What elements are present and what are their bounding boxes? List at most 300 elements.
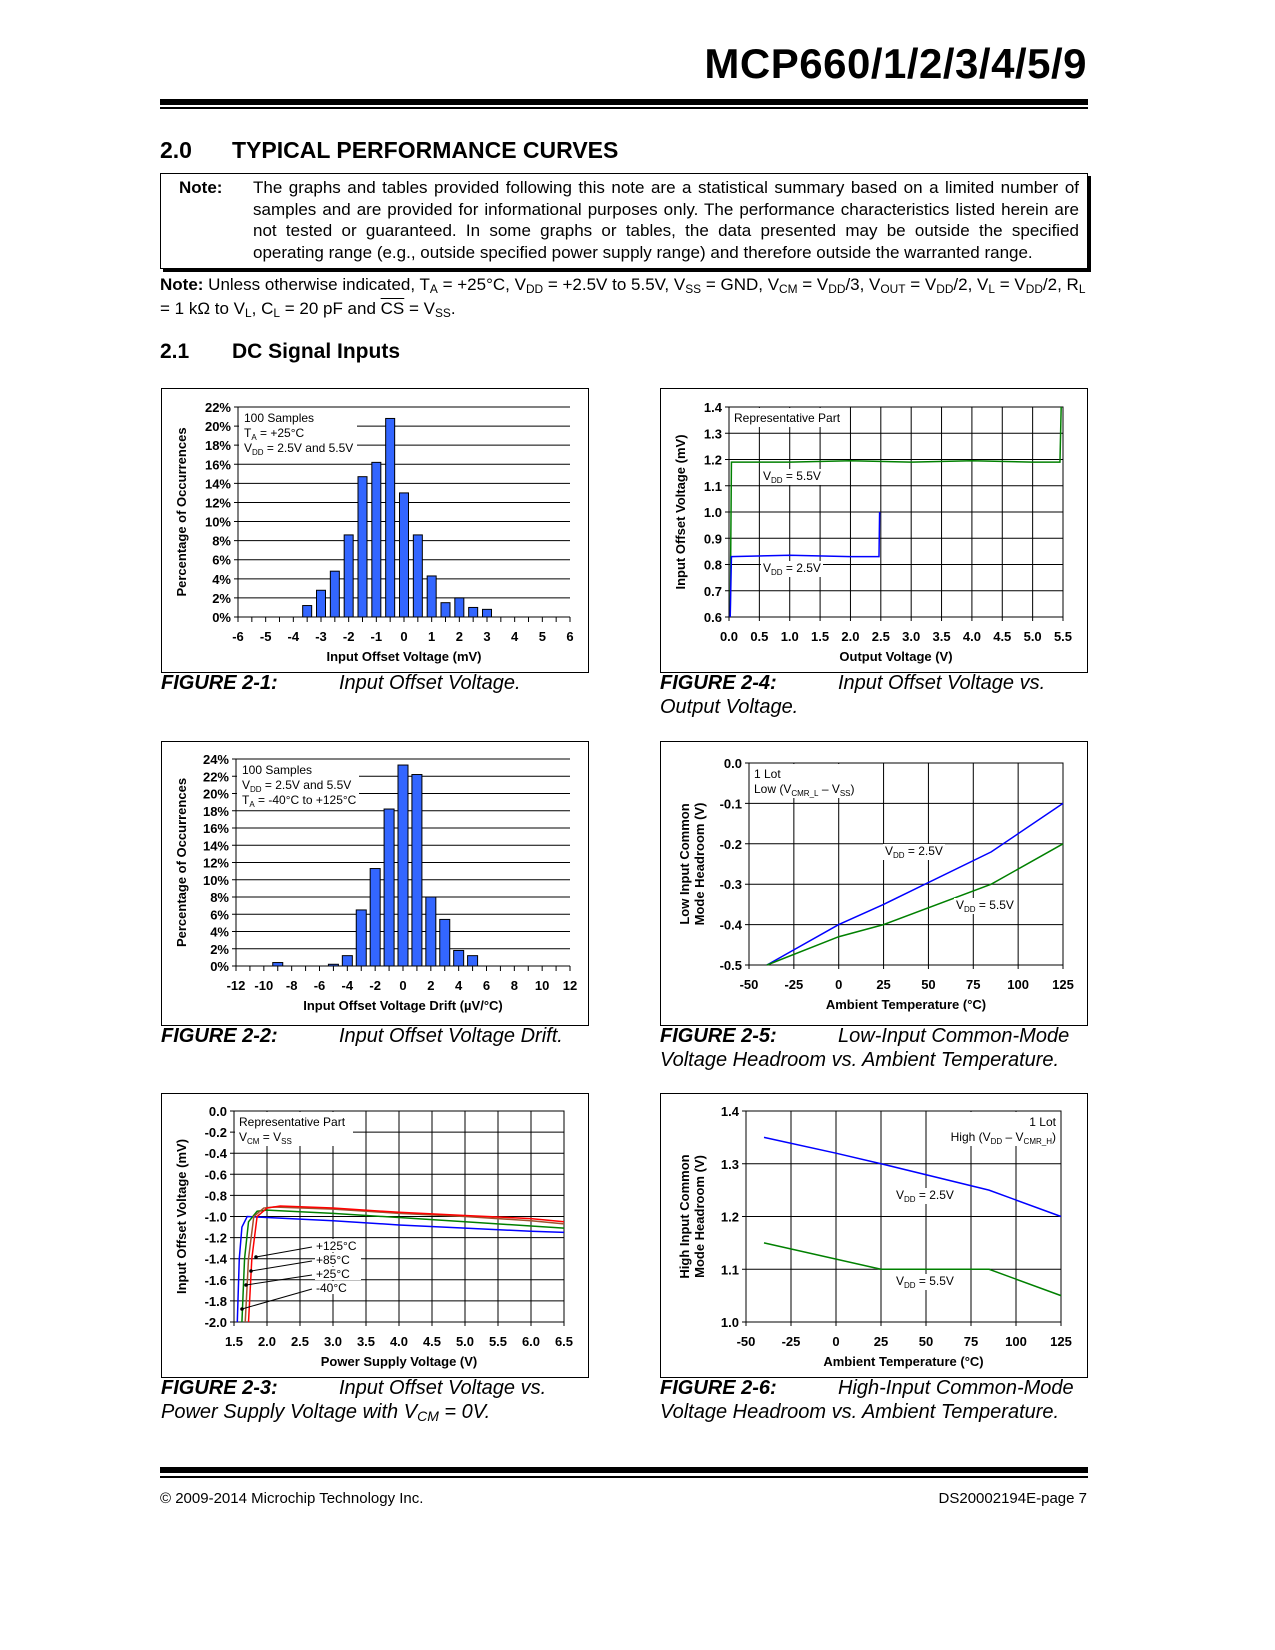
y-tick-label: 20% xyxy=(202,786,229,802)
text-segment: V xyxy=(885,844,894,858)
x-tick-label: 3.5 xyxy=(356,1334,376,1349)
y-tick-label: -0.5 xyxy=(719,958,742,973)
histogram-bar xyxy=(303,606,312,617)
x-axis-label: Power Supply Voltage (V) xyxy=(320,1354,478,1369)
arrow-head xyxy=(240,1307,244,1311)
histogram-bar xyxy=(468,956,478,966)
y-tick-label: 1.4 xyxy=(703,400,722,415)
text-segment: – V xyxy=(1002,1130,1024,1144)
x-tick-label: 3.5 xyxy=(932,629,951,644)
y-tick-label: 24% xyxy=(202,752,229,767)
text-segment: 100 Samples xyxy=(242,763,313,777)
histogram-bar xyxy=(441,603,450,617)
figure-label: FIGURE 2-6: xyxy=(660,1377,777,1399)
text-segment: 1 Lot xyxy=(754,767,781,781)
histogram-bar xyxy=(342,956,352,966)
x-tick-label: 2 xyxy=(427,978,435,993)
x-tick-label: 50 xyxy=(921,977,936,992)
conditions-label: Note: xyxy=(160,275,204,294)
figure-title xyxy=(339,672,521,694)
x-tick-label: 1.0 xyxy=(780,629,799,644)
subscript: SS xyxy=(281,1137,292,1146)
histogram-bar xyxy=(455,598,464,617)
histogram-bar xyxy=(328,964,338,966)
subscript: CM xyxy=(247,1137,260,1146)
text-segment: Representative Part xyxy=(734,411,841,425)
y-tick-label: 0.9 xyxy=(703,531,722,547)
subscript: DD xyxy=(936,282,954,296)
x-tick-label: 25 xyxy=(876,977,891,992)
y-tick-label: 1.2 xyxy=(720,1209,739,1225)
y-tick-label: 1.1 xyxy=(703,478,722,494)
x-tick-label: -5 xyxy=(259,629,272,644)
figure-label: FIGURE 2-4: xyxy=(660,672,777,694)
text-segment: = 0V. xyxy=(438,1401,491,1423)
text-segment: Input Offset Voltage vs. Output Voltage. xyxy=(660,672,1046,718)
arrow-head xyxy=(254,1255,258,1259)
x-tick-label: 0 xyxy=(832,1334,840,1349)
text-segment: ) xyxy=(1052,1130,1056,1144)
figure-2-2-caption xyxy=(161,1024,601,1048)
x-tick-label: 75 xyxy=(966,977,981,992)
x-tick-label: 100 xyxy=(1007,977,1029,992)
figure-label: FIGURE 2-3: xyxy=(161,1377,278,1399)
x-tick-label: 1.5 xyxy=(224,1334,244,1349)
x-tick-label: 5.0 xyxy=(455,1334,475,1349)
text-segment: $\overline{CS}$ xyxy=(380,299,405,318)
label-arrow xyxy=(242,1289,312,1309)
subscript: DD xyxy=(904,1195,916,1204)
text-segment: = +25°C xyxy=(256,426,305,440)
subscript: OUT xyxy=(880,282,906,296)
text-segment: Low-Input Common-Mode Voltage Headroom vs. Ambient Temperature. xyxy=(660,1025,1070,1071)
figure-title xyxy=(339,1025,563,1047)
text-segment: Low (V xyxy=(754,782,792,796)
y-tick-label: -0.8 xyxy=(204,1188,227,1204)
subscript: L xyxy=(245,306,252,320)
x-tick-label: 0 xyxy=(835,977,843,992)
x-tick-label: 1.5 xyxy=(811,629,830,644)
subscript: DD xyxy=(252,448,264,457)
subscript: DD xyxy=(525,282,544,296)
y-tick-label: 10% xyxy=(204,514,231,530)
y-tick-label: 6% xyxy=(210,907,229,923)
subscript: DD xyxy=(250,785,262,794)
y-tick-label: -1.6 xyxy=(204,1272,227,1288)
text-segment: V xyxy=(896,1274,905,1288)
y-tick-label: 1.2 xyxy=(703,452,722,468)
subscript: CMR_L xyxy=(791,789,819,798)
subscript: DD xyxy=(904,1281,916,1290)
y-tick-label: 4% xyxy=(212,571,231,587)
series-line xyxy=(237,1217,564,1323)
y-tick-label: 16% xyxy=(204,457,231,473)
x-tick-label: 25 xyxy=(873,1334,889,1349)
figure-label: FIGURE 2-2: xyxy=(161,1025,278,1047)
text-segment: = 5.5V xyxy=(915,1274,954,1288)
x-tick-label: 0.5 xyxy=(750,629,769,644)
subscript: DD xyxy=(893,851,905,860)
text-segment: /2, V xyxy=(953,275,989,294)
x-axis-label: Ambient Temperature (°C) xyxy=(823,1354,984,1369)
x-axis-label: Input Offset Voltage (mV) xyxy=(326,649,482,664)
text-segment: T xyxy=(244,426,252,440)
series-label: +85°C xyxy=(316,1253,350,1267)
x-tick-label: 2.0 xyxy=(257,1334,277,1349)
chart-svg xyxy=(162,389,588,672)
text-segment: Unless otherwise indicated, T xyxy=(203,275,430,294)
series-label: -40°C xyxy=(316,1281,347,1295)
subscript: CMR_H xyxy=(1023,1137,1052,1146)
subscript: DD xyxy=(771,476,783,485)
y-tick-label: 6% xyxy=(212,552,231,568)
x-tick-label: 3 xyxy=(483,629,491,644)
histogram-bar xyxy=(317,590,326,617)
text-segment: = V xyxy=(404,299,435,318)
x-tick-label: 5.5 xyxy=(1053,629,1073,644)
y-tick-label: -1.0 xyxy=(204,1209,227,1225)
y-tick-label: 1.1 xyxy=(720,1262,739,1278)
y-tick-label: -0.2 xyxy=(719,836,742,852)
document-title: MCP660/1/2/3/4/5/9 xyxy=(704,40,1087,87)
histogram-bar xyxy=(427,576,436,617)
subscript: CM xyxy=(779,282,798,296)
subscript: DD xyxy=(771,568,783,577)
text-segment: V xyxy=(896,1188,905,1202)
subscript: CM xyxy=(417,1408,439,1424)
text-segment: = 5.5V xyxy=(975,898,1014,912)
chart-svg xyxy=(661,742,1087,1025)
text-segment: = V xyxy=(797,275,829,294)
text-segment: V xyxy=(956,898,965,912)
y-tick-label: -1.4 xyxy=(204,1251,227,1267)
text-segment: . xyxy=(450,299,456,318)
x-tick-label: -50 xyxy=(739,977,759,992)
x-tick-label: 2.5 xyxy=(871,629,890,644)
chart-annotation xyxy=(754,767,781,781)
subsection-heading xyxy=(160,340,400,364)
y-tick-label: 0.7 xyxy=(703,583,722,599)
y-tick-label: 0.0 xyxy=(723,756,742,771)
x-tick-label: 4.0 xyxy=(389,1334,409,1349)
text-segment: V xyxy=(763,561,772,575)
y-tick-label: -0.1 xyxy=(719,796,742,812)
text-segment: High (V xyxy=(950,1130,991,1144)
y-tick-label: 8% xyxy=(212,533,231,549)
histogram-bar xyxy=(370,869,380,966)
conditions-text xyxy=(160,275,1085,318)
figure-2-3-caption xyxy=(161,1376,601,1424)
text-segment: V xyxy=(244,441,253,455)
x-tick-label: 2.5 xyxy=(290,1334,310,1349)
subscript: A xyxy=(429,282,438,296)
subscript: SS xyxy=(839,789,851,798)
copyright: © 2009-2014 Microchip Technology Inc. xyxy=(160,1490,424,1507)
note-label: Note: xyxy=(179,178,223,197)
figure-2-5-chart xyxy=(660,741,1088,1026)
x-tick-label: -50 xyxy=(736,1334,756,1349)
text-segment: = +25°C, V xyxy=(437,275,526,294)
series-label: +25°C xyxy=(316,1267,350,1281)
y-tick-label: 10% xyxy=(202,872,229,888)
x-tick-label: -2 xyxy=(342,629,355,644)
page-number: DS20002194E-page 7 xyxy=(938,1490,1087,1507)
x-tick-label: -25 xyxy=(781,1334,801,1349)
chart-svg xyxy=(162,1094,588,1377)
arrow-head xyxy=(249,1269,253,1273)
y-tick-label: -2.0 xyxy=(204,1315,227,1330)
text-segment: High-Input Common-Mode Voltage Headroom vs. Ambient Temperature. xyxy=(660,1377,1074,1423)
x-tick-label: 125 xyxy=(1052,977,1074,992)
x-tick-label: 6.0 xyxy=(521,1334,541,1349)
x-tick-label: 5 xyxy=(538,629,546,644)
y-tick-label: 1.4 xyxy=(720,1104,739,1119)
series-line xyxy=(242,1210,564,1322)
y-tick-label: 20% xyxy=(204,419,231,435)
figure-2-6-caption xyxy=(660,1376,1100,1424)
histogram-bar xyxy=(330,571,339,617)
figure-2-2-chart xyxy=(161,741,589,1026)
x-tick-label: 10 xyxy=(534,978,550,993)
arrow-head xyxy=(244,1283,248,1287)
x-tick-label: 6 xyxy=(566,629,574,644)
y-tick-label: 8% xyxy=(210,890,229,905)
header-rule xyxy=(160,99,1088,105)
x-tick-label: -25 xyxy=(784,977,804,992)
text-segment: Input Offset Voltage. xyxy=(339,672,521,694)
text-segment: V xyxy=(763,469,772,483)
y-tick-label: 1.3 xyxy=(703,426,722,442)
y-tick-label: 14% xyxy=(202,838,229,854)
chart-annotation xyxy=(734,411,841,425)
y-axis-label: Mode Headroom (V) xyxy=(692,1155,707,1278)
y-tick-label: 1.0 xyxy=(720,1315,739,1330)
y-axis-label: Mode Headroom (V) xyxy=(692,802,707,926)
y-tick-label: 18% xyxy=(202,803,229,819)
y-tick-label: 0.0 xyxy=(208,1104,227,1119)
histogram-bar xyxy=(413,535,422,617)
x-tick-label: 5.0 xyxy=(1023,629,1042,644)
x-tick-label: -12 xyxy=(226,978,246,993)
subscript: L xyxy=(988,282,996,296)
y-axis-label: Low Input Common xyxy=(677,803,692,925)
y-tick-label: 22% xyxy=(202,769,229,785)
x-axis-label: Input Offset Voltage Drift (µV/°C) xyxy=(303,998,503,1013)
x-tick-label: -8 xyxy=(285,978,298,993)
text-segment: Input Offset Voltage vs. Power Supply Voltage with V xyxy=(161,1377,547,1423)
header-rule-thin xyxy=(160,107,1088,109)
x-tick-label: 12 xyxy=(562,978,578,993)
histogram-bar xyxy=(483,609,492,617)
x-tick-label: 50 xyxy=(918,1334,934,1349)
subscript: A xyxy=(251,433,257,442)
chart-svg xyxy=(162,742,588,1025)
x-tick-label: 5.5 xyxy=(488,1334,508,1349)
histogram-bar xyxy=(400,493,409,617)
y-tick-label: 0.6 xyxy=(703,610,722,625)
section-heading xyxy=(160,137,618,164)
x-tick-label: 6.5 xyxy=(554,1334,574,1349)
chart-annotation xyxy=(242,793,357,809)
histogram-bar xyxy=(273,963,283,966)
x-tick-label: -1 xyxy=(370,629,383,644)
x-tick-label: 0 xyxy=(400,629,408,644)
text-segment: = 2.5V xyxy=(904,844,943,858)
figure-2-5-caption xyxy=(660,1024,1100,1072)
histogram-bar xyxy=(469,607,478,617)
y-tick-label: 22% xyxy=(204,400,231,415)
chart-svg xyxy=(661,1094,1087,1377)
subscript: DD xyxy=(1025,282,1043,296)
x-axis-label: Ambient Temperature (°C) xyxy=(825,997,987,1012)
histogram-bar xyxy=(426,897,436,966)
y-axis-label: Percentage of Occurrences xyxy=(174,427,189,597)
y-tick-label: 12% xyxy=(204,495,231,511)
y-tick-label: 0% xyxy=(212,610,231,625)
label-arrow xyxy=(251,1261,312,1271)
text-segment: = +2.5V to 5.5V, V xyxy=(543,275,686,294)
y-tick-label: 1.0 xyxy=(703,505,722,520)
text-segment: = 2.5V and 5.5V xyxy=(261,778,352,792)
subsection-number: 2.1 xyxy=(160,340,190,363)
x-tick-label: 3.0 xyxy=(902,629,921,644)
x-tick-label: -10 xyxy=(254,978,274,993)
subscript: A xyxy=(249,800,255,809)
text-segment: 1 Lot xyxy=(1029,1115,1056,1129)
x-tick-label: 4.5 xyxy=(422,1334,442,1349)
y-tick-label: -0.6 xyxy=(204,1167,227,1183)
x-tick-label: -4 xyxy=(287,629,300,644)
text-segment: = 20 pF and xyxy=(279,299,381,318)
y-axis-label: Input Offset Voltage (mV) xyxy=(673,434,688,590)
x-tick-label: 1 xyxy=(428,629,436,644)
subscript: SS xyxy=(434,306,451,320)
subscript: SS xyxy=(685,282,702,296)
x-tick-label: -2 xyxy=(369,978,381,993)
histogram-bar xyxy=(440,919,450,966)
y-axis-label: Percentage of Occurrences xyxy=(174,777,189,948)
x-tick-label: 75 xyxy=(963,1334,979,1349)
x-tick-label: 100 xyxy=(1005,1334,1027,1349)
x-tick-label: 2.0 xyxy=(841,629,860,644)
section-title: TYPICAL PERFORMANCE CURVES xyxy=(232,137,619,163)
y-tick-label: 18% xyxy=(204,438,231,454)
figure-2-3-chart xyxy=(161,1093,589,1378)
note-text: The graphs and tables provided following this note are a statistical summary based on a limited number of samples and are provided for informational purposes only. The performance characteristics listed herein are not tested or guaranteed. In some graphs or tables, the data presented may be outside the specified operating range (e.g., outside specified power supply range) and therefore outside the warranted range. xyxy=(253,178,1079,262)
histogram-bar xyxy=(386,418,395,617)
histogram-bar xyxy=(454,950,464,966)
chart-annotation xyxy=(242,763,312,777)
text-segment: /3, V xyxy=(845,275,881,294)
x-tick-label: 125 xyxy=(1050,1334,1072,1349)
figure-2-6-chart xyxy=(660,1093,1088,1378)
x-tick-label: -6 xyxy=(313,978,326,993)
text-segment: = V xyxy=(995,275,1026,294)
y-tick-label: -1.2 xyxy=(204,1230,227,1246)
x-tick-label: 4.5 xyxy=(993,629,1012,644)
chart-svg xyxy=(661,389,1087,672)
subscript: DD xyxy=(828,282,846,296)
x-tick-label: 0 xyxy=(399,978,407,993)
text-segment: = 2.5V xyxy=(782,561,821,575)
y-tick-label: -0.4 xyxy=(204,1146,227,1162)
text-segment: = 2.5V and 5.5V xyxy=(263,441,354,455)
histogram-bar xyxy=(344,535,353,617)
y-tick-label: 14% xyxy=(204,476,231,492)
text-segment: /2, R xyxy=(1042,275,1079,294)
x-tick-label: 4 xyxy=(455,978,463,993)
text-segment: – V xyxy=(818,782,840,796)
y-tick-label: 2% xyxy=(210,941,229,957)
chart-annotation xyxy=(1029,1115,1056,1129)
x-tick-label: -6 xyxy=(232,629,244,644)
histogram-bar xyxy=(358,477,367,617)
figure-2-4-chart xyxy=(660,388,1088,673)
y-tick-label: 1.3 xyxy=(720,1156,739,1172)
text-segment: = 5.5V xyxy=(782,469,821,483)
x-tick-label: 3.0 xyxy=(323,1334,343,1349)
x-tick-label: 0.0 xyxy=(719,629,739,644)
text-segment: , C xyxy=(251,299,274,318)
figure-label: FIGURE 2-1: xyxy=(161,672,278,694)
text-segment: ) xyxy=(850,782,855,796)
text-segment: Input Offset Voltage Drift. xyxy=(339,1025,563,1047)
x-tick-label: -4 xyxy=(341,978,354,993)
text-segment: = V xyxy=(259,1130,282,1144)
note-box xyxy=(160,173,1088,269)
histogram-bar xyxy=(412,775,422,966)
text-segment: = V xyxy=(905,275,937,294)
histogram-bar xyxy=(356,910,366,966)
y-tick-label: -0.4 xyxy=(719,917,742,933)
figure-2-4-caption xyxy=(660,671,1100,719)
x-tick-label: 4.0 xyxy=(962,629,981,644)
y-tick-label: 12% xyxy=(202,855,229,871)
y-tick-label: 0% xyxy=(210,959,229,974)
chart-annotation xyxy=(239,1115,346,1129)
histogram-bar xyxy=(372,462,381,617)
y-tick-label: 4% xyxy=(210,924,229,940)
x-tick-label: -3 xyxy=(315,629,327,644)
text-segment: = 2.5V xyxy=(915,1188,954,1202)
y-tick-label: -1.8 xyxy=(204,1293,227,1309)
y-tick-label: 0.8 xyxy=(703,557,722,573)
y-tick-label: 16% xyxy=(202,821,229,836)
label-arrow xyxy=(256,1247,312,1257)
text-segment: 100 Samples xyxy=(244,411,315,425)
y-axis-label: Input Offset Voltage (mV) xyxy=(174,1138,189,1295)
y-tick-label: -0.2 xyxy=(204,1125,227,1141)
text-segment: = 1 kΩ to V xyxy=(160,299,245,318)
histogram-bar xyxy=(384,809,394,966)
subscript: DD xyxy=(964,905,976,914)
histogram-bar xyxy=(398,765,408,966)
text-segment: T xyxy=(242,793,250,807)
text-segment: = GND, V xyxy=(701,275,780,294)
text-segment: V xyxy=(242,778,251,792)
footer-rule xyxy=(160,1467,1088,1473)
x-tick-label: 8 xyxy=(510,978,518,993)
chart-annotation xyxy=(244,411,314,425)
subscript: L xyxy=(273,306,280,320)
x-axis-label: Output Voltage (V) xyxy=(839,649,953,664)
subsection-title: DC Signal Inputs xyxy=(232,340,400,363)
y-axis-label: High Input Common xyxy=(677,1154,692,1279)
text-segment: V xyxy=(239,1130,248,1144)
text-segment: = -40°C to +125°C xyxy=(254,793,357,807)
figure-label: FIGURE 2-5: xyxy=(660,1025,777,1047)
y-tick-label: -0.3 xyxy=(719,877,742,893)
